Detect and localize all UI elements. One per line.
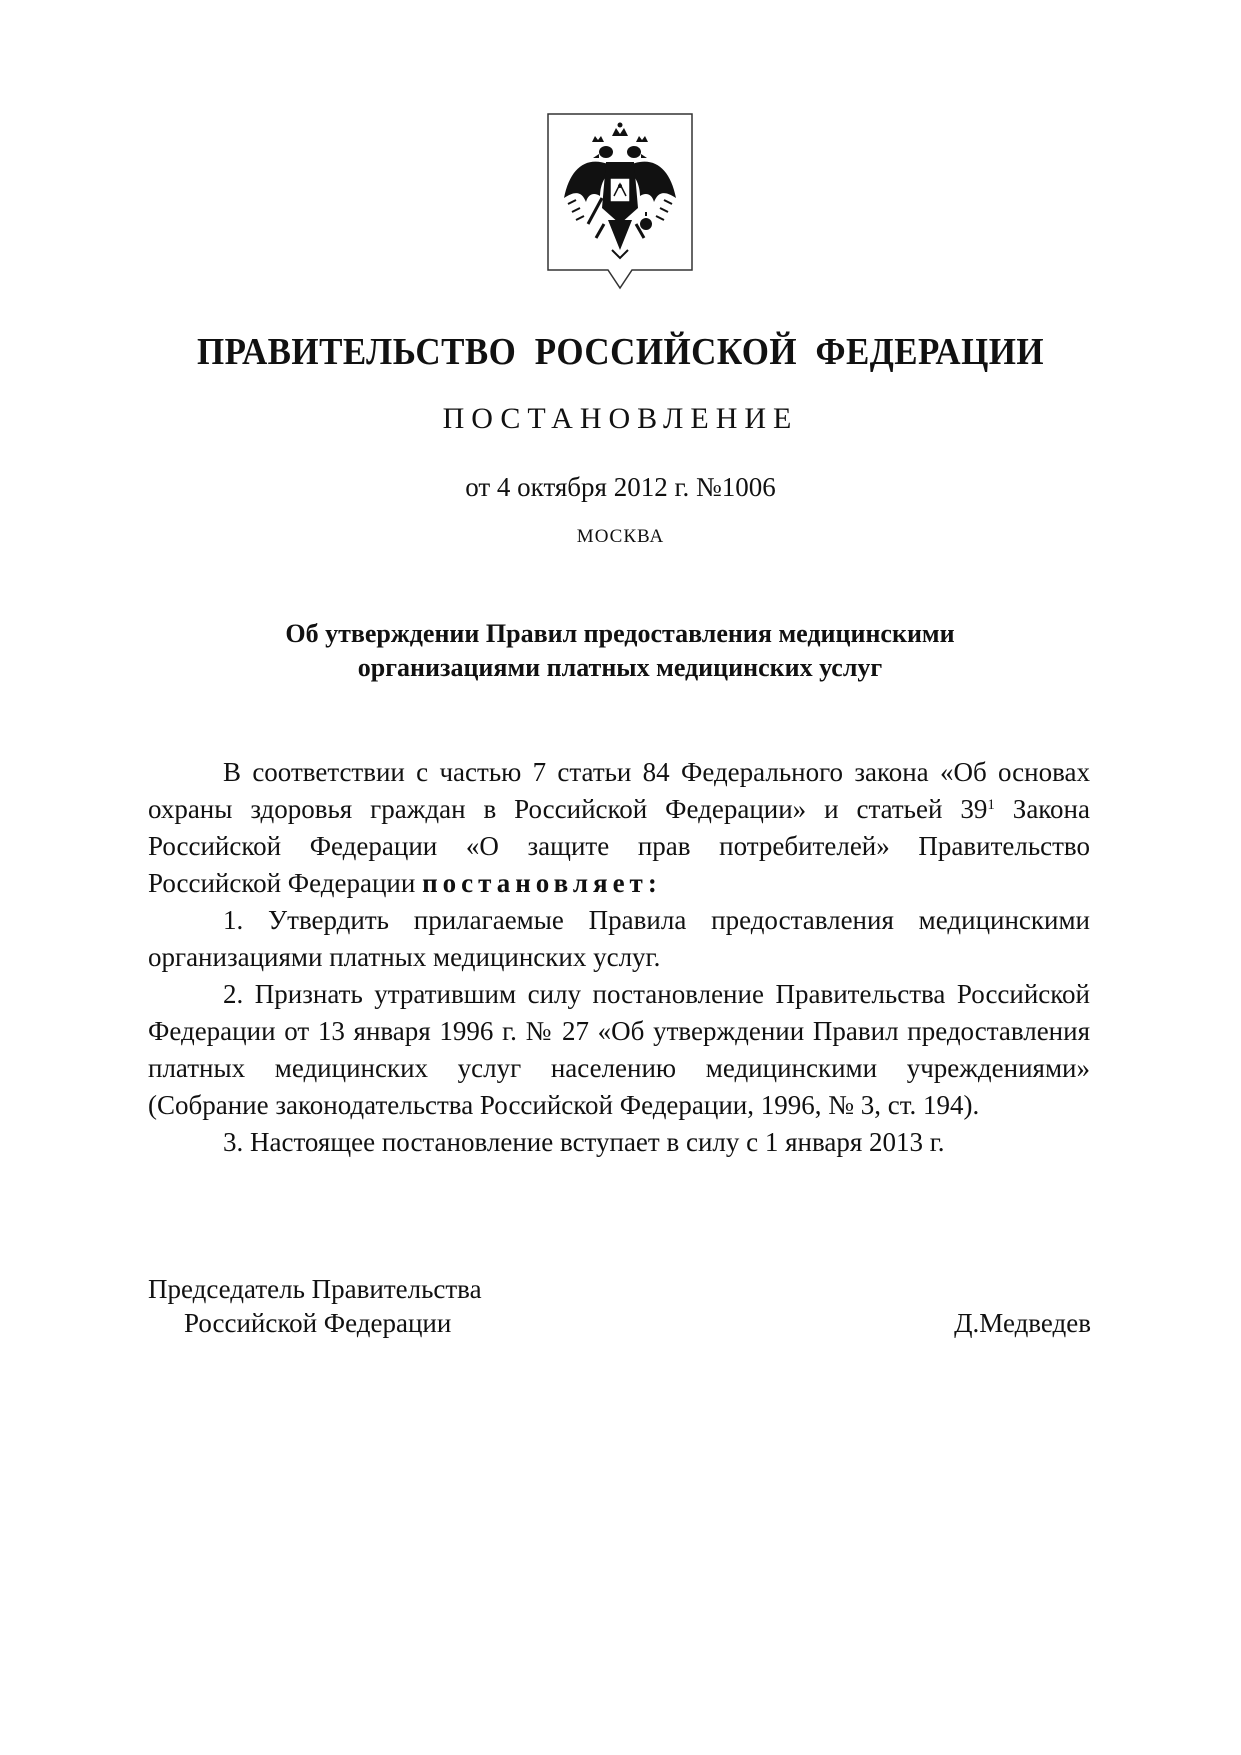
resolves-word: постановляет: (422, 868, 662, 898)
subject-line-1: Об утверждении Правил предоставления медицинскими (285, 619, 955, 648)
signatory-name: Д.Медведев (954, 1308, 1091, 1338)
document-subject (150, 617, 1090, 685)
item-3-paragraph: 3. Настоящее постановление вступает в силу с 1 января 2013 г. (223, 1127, 945, 1157)
article-superscript: 1 (987, 797, 995, 813)
subject-line-2: организациями платных медицинских услуг (357, 653, 883, 682)
signatory-position (148, 1272, 482, 1340)
document-date-number: от 4 октября 2012 г. №1006 (465, 472, 776, 502)
document-type: ПОСТАНОВЛЕНИЕ (442, 402, 799, 435)
preamble-text-a: В соответствии с частью 7 статьи 84 Федерального закона «Об основах охраны здоровья граждан в Российской Федерации» и статьей 39 (148, 757, 1090, 824)
item-1-paragraph: 1. Утвердить прилагаемые Правила предоставления медицинскими организациями платных медицинских услуг. (148, 905, 1090, 972)
document-city: МОСКВА (576, 526, 665, 547)
preamble-text-b: Закона Российской Федерации «О защите прав потребителей» Правительство Российской Федерации (148, 794, 1090, 898)
signatory-position-line-1: Председатель Правительства (148, 1274, 482, 1304)
coat-of-arms-icon (546, 112, 694, 290)
preamble-paragraph (148, 754, 1090, 902)
government-title: ПРАВИТЕЛЬСТВО РОССИЙСКОЙ ФЕДЕРАЦИИ (196, 331, 1045, 373)
document-body (148, 754, 1090, 1161)
signatory-position-line-2: Российской Федерации (184, 1308, 452, 1338)
item-2-paragraph: 2. Признать утратившим силу постановление Правительства Российской Федерации от 13 января 1996 г. № 27 «Об утверждении Правил предоставления платных медицинских услуг населению медицинскими учреждениями» (Собрание законодательства Российской Федерации, 1996, № 3, ст. 194). (148, 979, 1090, 1120)
